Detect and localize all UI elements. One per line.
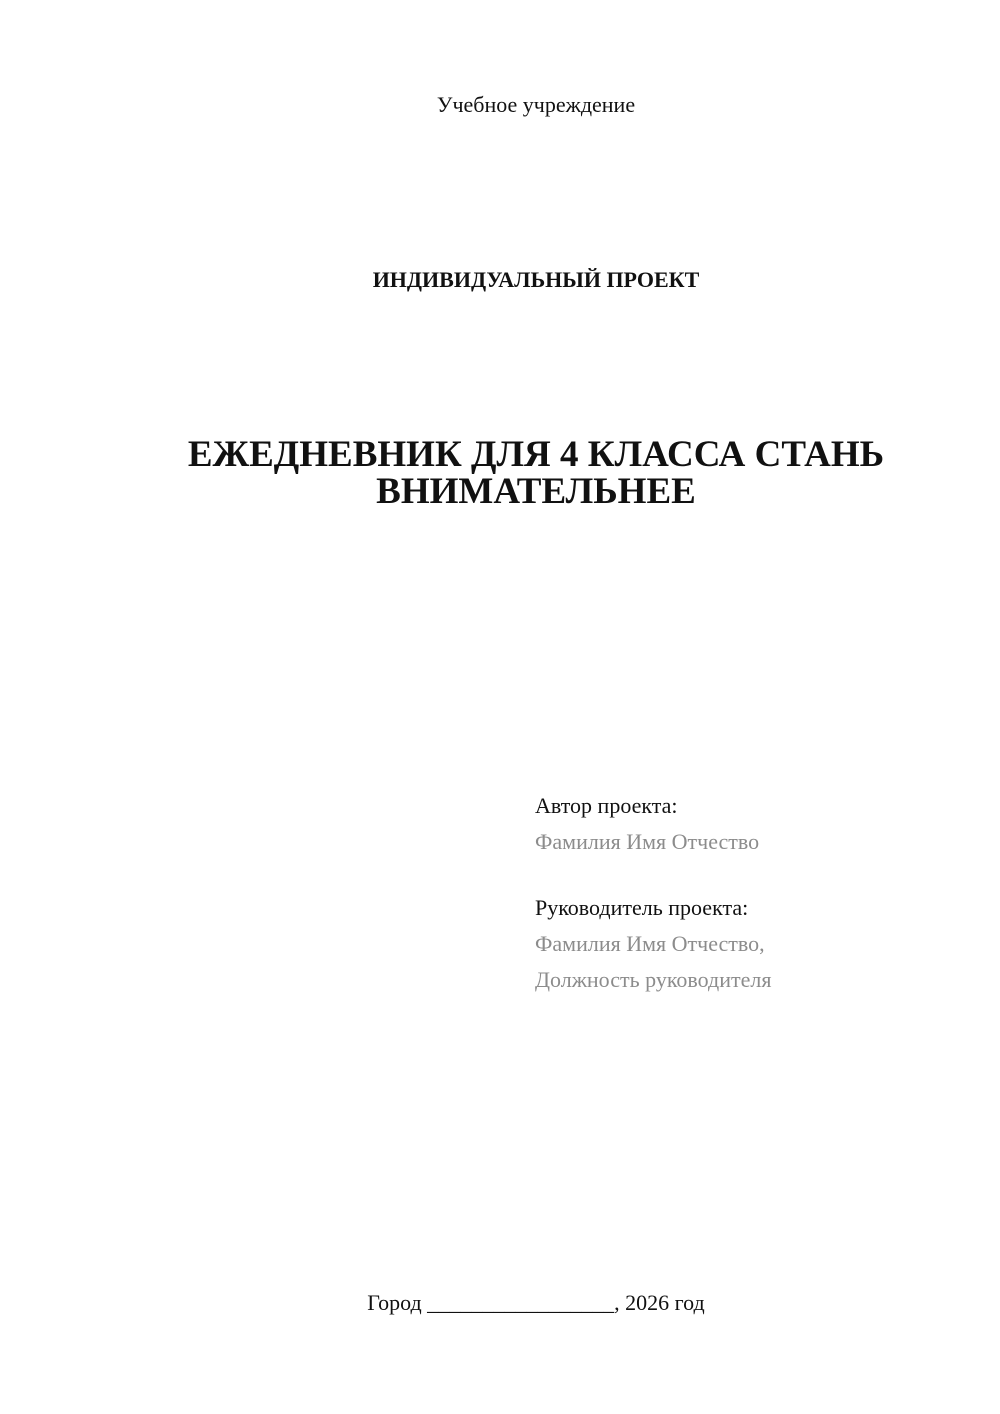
city-year-line <box>0 1290 1000 1316</box>
city-label: Город <box>367 1290 422 1315</box>
author-name: Фамилия Имя Отчество <box>535 829 760 854</box>
city-blank: _________________ <box>427 1290 615 1315</box>
project-type-heading: ИНДИВИДУАЛЬНЫЙ ПРОЕКТ <box>372 267 700 292</box>
project-title-line-2: ВНИМАТЕЛЬНЕЕ <box>376 471 696 512</box>
project-title-line-1: ЕЖЕДНЕВНИК ДЛЯ 4 КЛАССА СТАНЬ <box>187 434 885 475</box>
supervisor-name: Фамилия Имя Отчество, <box>535 931 765 956</box>
supervisor-position: Должность руководителя <box>535 967 772 992</box>
info-spacer <box>535 860 771 890</box>
project-title <box>0 436 1000 510</box>
author-label: Автор проекта: <box>535 793 678 818</box>
supervisor-label: Руководитель проекта: <box>535 895 749 920</box>
institution-name: Учебное учреждение <box>436 92 636 117</box>
project-info-block <box>535 788 771 998</box>
year-text: , 2026 год <box>614 1290 705 1315</box>
